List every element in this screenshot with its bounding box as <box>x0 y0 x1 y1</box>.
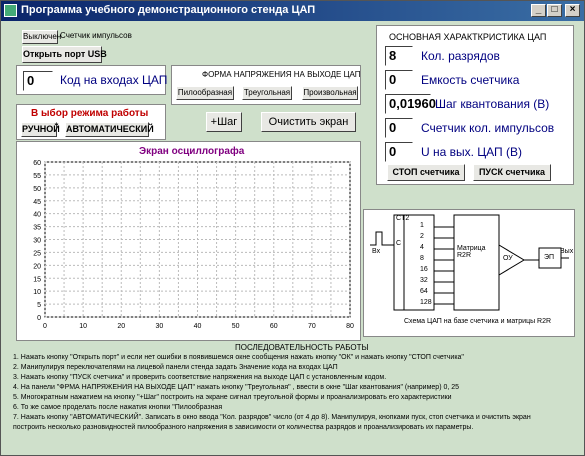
char-value-4[interactable]: 0 <box>385 142 413 162</box>
pulse-counter-label: Счетчик импульсов <box>60 31 132 40</box>
instruction-line-5: 6. То же самое проделать после нажатия кнопки "Пилообразная <box>13 404 223 411</box>
schematic-panel <box>363 209 575 337</box>
char-value-1[interactable]: 0 <box>385 70 413 90</box>
y-tick-label: 20 <box>33 263 41 271</box>
off-toggle[interactable]: Выключен <box>22 30 58 44</box>
char-value-3[interactable]: 0 <box>385 118 413 138</box>
x-tick-label: 20 <box>117 323 126 330</box>
pulse-symbol <box>370 232 388 245</box>
char-label-4: U на вых. ЦАП (В) <box>421 145 523 159</box>
port-panel <box>16 25 132 65</box>
instruction-line-6: 7. Нажать кнопку "АВТОМАТИЧЕСКИЙ". Записать в окно ввода "Кол. разрядов" число (от 4 до 8). Манипулируя, кнопками пуск, стоп счетчика и очистить экран <box>13 414 531 421</box>
mode-panel <box>16 104 166 140</box>
pin-label-5: 32 <box>420 277 428 284</box>
oscilloscope-panel <box>16 141 361 341</box>
y-tick-label: 50 <box>33 185 41 193</box>
automatic-button[interactable]: АВТОМАТИЧЕСКИЙ <box>65 122 149 137</box>
opamp-label: ОУ <box>503 255 513 262</box>
clear-screen-button[interactable]: Очистить экран <box>261 112 356 132</box>
manual-button[interactable]: РУЧНОЙ <box>21 122 57 137</box>
window-title: Программа учебного демонстрационного стенда ЦАП <box>21 4 316 16</box>
c-label: C <box>396 240 402 247</box>
dac-code-label: Код на входах ЦАП <box>60 73 168 87</box>
dac-code-panel <box>16 65 166 95</box>
app-icon <box>4 4 17 17</box>
waveform-panel <box>171 65 361 105</box>
instructions-title: ПОСЛЕДОВАТЕЛЬНОСТЬ РАБОТЫ <box>235 343 369 352</box>
counter-block <box>394 215 434 310</box>
y-tick-label: 0 <box>37 315 41 322</box>
oscilloscope-chart <box>17 142 362 342</box>
matrix-label: Матрица R2R <box>457 245 486 259</box>
y-tick-label: 40 <box>33 211 41 219</box>
pin-label-7: 128 <box>420 299 432 306</box>
triangle-button[interactable]: Треугольная <box>242 86 292 100</box>
x-tick-label: 70 <box>307 323 316 330</box>
char-label-1: Емкость счетчика <box>421 73 520 87</box>
instructions-panel <box>5 343 580 451</box>
char-value-2[interactable]: 0,01960 <box>385 94 431 114</box>
y-tick-label: 30 <box>33 237 41 245</box>
y-tick-label: 5 <box>37 302 41 310</box>
arbitrary-button[interactable]: Произвольная <box>302 86 358 100</box>
pin-label-4: 16 <box>420 266 428 273</box>
characteristics-panel <box>376 25 574 185</box>
x-tick-label: 30 <box>155 323 164 330</box>
char-label-0: Кол. разрядов <box>421 49 500 63</box>
y-tick-label: 15 <box>33 276 41 284</box>
y-tick-label: 55 <box>33 172 41 180</box>
minimize-icon[interactable]: _ <box>531 4 546 17</box>
y-tick-label: 25 <box>33 250 41 258</box>
pin-label-1: 2 <box>420 233 424 240</box>
oscilloscope-title: Экран осциллографа <box>139 146 245 157</box>
x-tick-label: 0 <box>43 323 47 330</box>
pin-label-6: 64 <box>420 288 428 295</box>
start-counter-button[interactable]: ПУСК счетчика <box>473 164 551 181</box>
sawtooth-button[interactable]: Пилообразная <box>176 86 234 100</box>
x-tick-label: 10 <box>79 323 88 330</box>
instruction-line-7: построить несколько разновидностей пилообразного напряжения в зависимости от количества разрядов и проанализировать их параметры. <box>13 424 474 431</box>
y-tick-label: 60 <box>33 160 41 167</box>
instruction-line-0: 1. Нажать кнопку "Открыть порт" и если нет ошибки в появившемся окне сообщения нажать кнопку "ОК" и нажать кнопку "СТОП счетчика" <box>13 354 464 361</box>
schematic-caption: Схема ЦАП на базе счетчика и матрицы R2R <box>404 318 552 325</box>
instruction-line-4: 5. Многократным нажатием на кнопку "+Шаг" построить на экране сигнал треугольной формы и проанализировать его характеристики <box>13 394 452 401</box>
mode-title: В ыбор режима работы <box>31 108 149 119</box>
instruction-line-3: 4. На панели "ФРМА НАПРЯЖЕНИЯ НА ВЫХОДЕ ЦАП" нажать кнопку "Треугольная" , ввести в окне "Шаг квантования" (например) 0, 25 <box>13 384 460 391</box>
input-label: Вх <box>372 248 381 255</box>
x-tick-label: 50 <box>231 323 240 330</box>
matrix-block <box>454 215 499 310</box>
output-label: Вых <box>560 248 574 255</box>
pin-label-2: 4 <box>420 244 424 251</box>
ct2-label: CT2 <box>396 215 410 222</box>
instruction-line-2: 3. Нажать кнопку "ПУСК счетчика" и проверить соответствие напряжения на выходе ЦАП с установленным кодом. <box>13 374 387 381</box>
instruction-line-1: 2. Манипулируя переключателями на лицевой панели стенда задать Значение кода на входах ЦАП <box>13 364 338 371</box>
x-tick-label: 80 <box>346 323 354 330</box>
stop-counter-button[interactable]: СТОП счетчика <box>387 164 465 181</box>
x-tick-label: 60 <box>269 323 278 330</box>
open-port-button[interactable]: Открыть порт USB <box>22 46 102 63</box>
characteristics-title: ОСНОВНАЯ ХАРАКТКРИСТИКА ЦАП <box>389 32 547 42</box>
y-tick-label: 45 <box>33 198 41 206</box>
pin-label-0: 1 <box>420 222 424 229</box>
char-label-3: Счетчик кол. импульсов <box>421 121 555 135</box>
ep-label: ЭП <box>544 254 555 261</box>
char-label-2: Шаг квантования (В) <box>435 97 550 111</box>
plus-step-button[interactable]: +Шаг <box>206 112 242 132</box>
dac-code-input[interactable]: 0 <box>23 71 53 91</box>
char-value-0[interactable]: 8 <box>385 46 413 66</box>
maximize-icon[interactable]: □ <box>547 4 562 17</box>
y-tick-label: 35 <box>33 224 41 232</box>
pin-label-3: 8 <box>420 255 424 262</box>
close-icon[interactable]: × <box>565 4 580 17</box>
x-tick-label: 40 <box>193 323 202 330</box>
title-bar[interactable] <box>1 1 584 21</box>
waveform-title: ФОРМА НАПРЯЖЕНИЯ НА ВЫХОДЕ ЦАП <box>202 70 361 79</box>
y-tick-label: 10 <box>33 289 41 297</box>
